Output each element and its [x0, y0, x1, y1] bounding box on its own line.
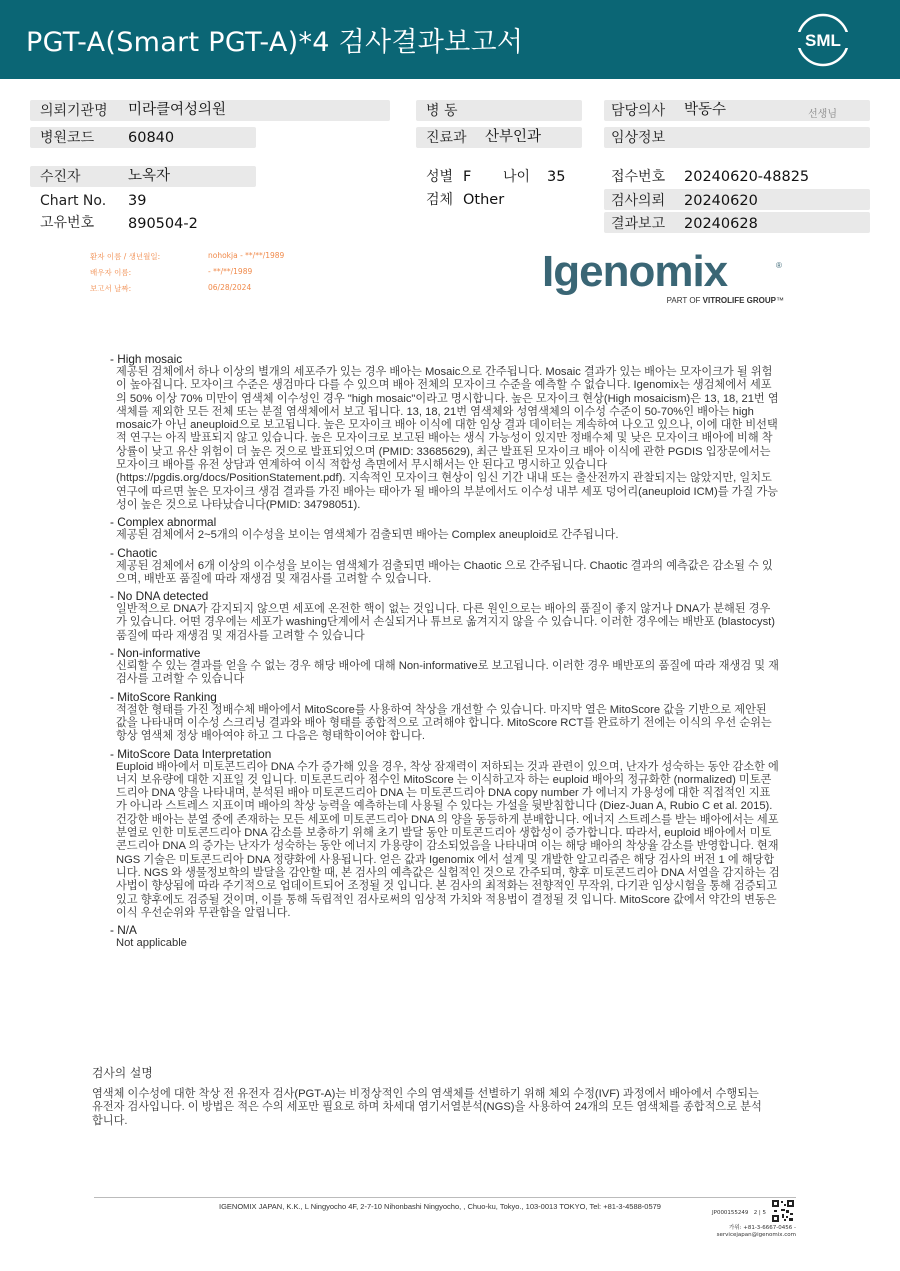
sex-value: F	[463, 169, 472, 185]
description-body: 염색체 이수성에 대한 착상 전 유전자 검사(PGT-A)는 비정상적인 수의 염색체를 선별하기 위해 체외 수정(IVF) 과정에서 배아에서 수행되는 유전자 검사입니다. 이 방법은 적은 수의 세포만 필요로 하며 차세대 염기서열분석(NGS)을 사용하여 24개의 모든 염색체를 종합적으로 분석합니다.	[92, 1088, 762, 1127]
footer-divider	[94, 1197, 796, 1198]
section-heading: - Non-informative	[110, 646, 201, 661]
specimen-value: Other	[463, 192, 505, 208]
section-heading: - Chaotic	[110, 545, 158, 560]
section-body: 일반적으로 DNA가 감지되지 않으면 세포에 온전한 핵이 없는 것입니다. 다른 원인으로는 배아의 품질이 좋지 않거나 DNA가 분해된 경우가 있습니다. 어떤 경우에는 세포가 washing단계에서 손실되거나 튜브로 옮겨지지 않을 수 있습니다. 이러한 경우에는 배반포 (blastocyst) 품질에 따라 재생검 및 재검사를 고려할 수 있습니다	[116, 603, 776, 642]
qr-code-icon	[772, 1200, 794, 1222]
clinical-label: 임상정보	[611, 130, 666, 146]
description-heading: 검사의 설명	[92, 1066, 153, 1080]
report-header	[0, 0, 900, 79]
report-value: 20240628	[684, 216, 758, 232]
meta-spouse-value: - **/**/1989	[208, 267, 253, 276]
institution-value: 미라클여성의원	[128, 102, 227, 118]
footer-fax: 가위: +81-3-6667-0456 -	[728, 1225, 796, 1231]
dept-value: 산부인과	[485, 129, 542, 145]
receipt-value: 20240620-48825	[684, 169, 810, 185]
chart-no-value: 39	[128, 193, 147, 209]
tagline-tm: ™	[776, 296, 784, 305]
section-heading: - N/A	[110, 923, 137, 938]
age-label: 나이	[503, 169, 531, 185]
igenomix-reg-mark: ®	[776, 261, 782, 270]
uid-label: 고유번호	[40, 215, 95, 231]
tagline-brand: VITROLIFE GROUP	[702, 296, 776, 305]
sml-logo-text: SML	[805, 31, 841, 50]
institution-label: 의뢰기관명	[40, 103, 108, 119]
section-heading: - MitoScore Data Interpretation	[110, 746, 272, 761]
patient-value: 노옥자	[128, 168, 171, 184]
specimen-label: 검체	[426, 192, 454, 208]
meta-date-label: 보고서 날짜:	[90, 284, 132, 293]
request-label: 검사의뢰	[611, 193, 666, 209]
footer-doc-code	[712, 1210, 766, 1216]
section-body: Not applicable	[116, 937, 187, 950]
result-interpretation-sections	[110, 350, 780, 953]
section-heading: - No DNA detected	[110, 589, 209, 604]
age-value: 35	[547, 169, 566, 185]
section-heading: - Complex abnormal	[110, 515, 217, 530]
doctor-suffix: 선생님	[808, 109, 837, 120]
section-body: 제공된 검체에서 6개 이상의 이수성을 보이는 염색체가 검출되면 배아는 Chaotic 으로 간주됩니다. Chaotic 결과의 예측값은 감소될 수 있으며, 배반포 품질에 따라 재생검 및 재검사를 고려할 수 있습니다.	[116, 559, 773, 585]
ward-label: 병 동	[426, 103, 458, 119]
tagline-prefix: PART OF	[666, 296, 703, 305]
uid-value: 890504-2	[128, 216, 198, 232]
hospital-code-label: 병원코드	[40, 130, 95, 146]
footer-doc-number: JP000155249	[712, 1210, 749, 1216]
doctor-label: 담당의사	[611, 103, 666, 119]
footer-contact	[712, 1225, 796, 1239]
igenomix-brand-text: Igenomix	[542, 248, 728, 296]
chart-no-label: Chart No.	[40, 193, 107, 209]
section-body: 신뢰할 수 있는 결과를 얻을 수 없는 경우 해당 배아에 대해 Non-informative로 보고됩니다. 이러한 경우 배반포의 품질에 따라 재생검 및 재검사를 고려할 수 있습니다	[116, 660, 779, 686]
receipt-label: 접수번호	[611, 169, 666, 185]
section-body: Euploid 배아에서 미토콘드리아 DNA 수가 증가해 있을 경우, 착상 잠재력이 저하되는 것과 관련이 있으며, 난자가 성숙하는 동안 감소한 에너지 보유량에 대한 지표일 것 입니다. 미토콘드리아 점수인 MitoScore 는 이식하고자 하는 euploid 배아의 정규화한 (normalized) 미토콘드리아 DNA 양을 나타내며, 분석된 배아 미토콘드리아 DNA 는 미토콘드리아 DNA copy number 가 에너지 가용성에 대한 직접적인 지표가 아니라 스트레스 지표이며 배아의 착상 능력을 예측하는데 사용될 수 있다는 가설을 뒷받침합니다 (Diez-Juan A, Rubio C et al. 2015). 건강한 배아는 분열 중에 존재하는 모든 세포에 미토콘드리아 DNA 의 양을 동등하게 분배합니다. 에너지 스트레스를 받는 배아에서는 세포 분열로 인한 미토콘드리아 DNA 감소를 보충하기 위해 초기 발달 동안 미토콘드리아 생합성이 증가합니다. 따라서, euploid 배아에서 미토콘드리아 DNA 의 증가는 난자가 성숙하는 동안 에너지 가용량이 감소되었음을 나타내며 이는 해당 배아의 착상율 감소를 반영합니다. 현재 NGS 기술은 미토콘드리아 DNA 정량화에 사용됩니다. 얻은 값과 Igenomix 에서 설계 및 개발한 알고리즘은 해당 검사의 버전 1 에 해당합니다. NGS 와 생물정보학의 발달을 감안할 때, 본 검사의 예측값은 실험적인 것으로 간주되며, 향후 미토콘드리아 DNA 서열을 감지하는 검사법이 향상됨에 따라 주기적으로 업데이트되어 조정될 것 입니다. 본 검사의 최적화는 전향적인 무작위, 다기관 임상시험을 통해 검증되고 있고 향후에도 검증될 것이며, 이를 통해 독립적인 검사로써의 임상적 가치와 적용법이 결정될 것 입니다. MitoScore 값에서 약간의 변동은 이식 우선순위와 무관함을 알립니다.	[116, 760, 780, 919]
meta-name-value: nohokja - **/**/1989	[208, 251, 285, 260]
section-body: 제공된 검체에서 하나 이상의 별개의 세포주가 있는 경우 배아는 Mosaic으로 간주됩니다. Mosaic 결과가 있는 배아는 모자이크가 될 위험이 높아집니다. 모자이크 수준은 생검마다 다를 수 있으며 배아 전체의 모자이크 수준을 예측할 수 없습니다. Igenomix는 생검체에서 세포의 50% 이상 70% 미만이 염색체 이수성인 경우 "high mosaic"이라고 명시합니다. 높은 모자이크 현상(High mosaicism)은 13, 18, 21번 염색체를 제외한 모든 전체 또는 분절 염색체에서 보고 됩니다. 13, 18, 21번 염색체와 성염색체의 이수성 수준이 50-70%인 배아는 high mosaic가 아닌 aneuploid으로 보고됩니다. 높은 모자이크 배아 이식에 대한 임상 결과 데이터는 계속하여 나오고 있으나, 이에 대한 비선택적 연구는 아직 발표되지 않고 있습니다. 높은 모자이크로 보고된 배아는 생식 가능성이 있지만 정배수체 및 낮은 모자이크 배아에 비해 착상률이 낮고 유산 위험이 더 높은 것으로 발표되었으며 (PMID: 33685629), 최근 발표된 모자이크 배아 이식에 관한 PGDIS 입장문에서는 모자이크 배아를 유전 상담과 연계하여 이식 적합성 측면에서 무시해서는 안 된다고 명시하고 있습니다 (https://pgdis.org/docs/PositionStatement.pdf). 지속적인 모자이크 현상이 임신 기간 내내 또는 출산전까지 관찰되지는 않았지만, 일치도 연구에 따르면 높은 모자이크 생검 결과를 가진 배아는 태아가 될 배아의 부분에서도 이수성 내부 세포 덩어리(aneuploid ICM)를 가질 가능성이 높은 것으로 나타났습니다(PMID: 34798051).	[116, 366, 779, 511]
section-body: 제공된 검체에서 2~5개의 이수성을 보이는 염색체가 검출되면 배아는 Complex aneuploid로 간주됩니다.	[116, 529, 619, 542]
report-title: PGT-A(Smart PGT-A)*4 검사결과보고서	[26, 27, 524, 58]
doctor-value: 박동수	[684, 102, 727, 118]
report-label: 결과보고	[611, 216, 666, 232]
footer-address: IGENOMIX JAPAN, K.K., L Ningyocho 4F, 2-7-10 Nihonbashi Ningyocho, , Chuo-ku, Tokyo., 103-0013 TOKYO, Tel: +81-3-4588-0579	[219, 1202, 661, 1211]
footer-page-number: 2 | 5	[753, 1210, 767, 1216]
request-value: 20240620	[684, 193, 758, 209]
section-heading: - High mosaic	[110, 352, 183, 366]
igenomix-logo	[540, 248, 790, 310]
igenomix-tagline	[667, 296, 784, 305]
meta-date-value: 06/28/2024	[208, 283, 252, 292]
sex-label: 성별	[426, 169, 454, 185]
patient-label: 수진자	[40, 169, 81, 185]
section-heading: - MitoScore Ranking	[110, 689, 217, 704]
sml-logo	[790, 12, 856, 68]
dept-label: 진료과	[426, 130, 467, 146]
hospital-code-value: 60840	[128, 130, 175, 146]
section-body: 적절한 형태를 가진 정배수체 배아에서 MitoScore를 사용하여 착상을 개선할 수 있습니다. 마지막 열은 MitoScore 값을 기반으로 제안된 값을 나타내며 이수성 스크리닝 결과와 배아 형태를 종합적으로 고려해야 합니다. MitoScore RCT를 완료하기 전에는 이식의 우선 순위는 항상 염색체 정상 배아여야 하고 그 다음은 형태학이어야 합니다.	[116, 703, 772, 743]
meta-spouse-label: 배우자 이름:	[90, 268, 132, 277]
footer-email[interactable]: servicejapan@igenomix.com	[716, 1232, 796, 1238]
meta-name-label: 환자 이름 / 생년월일:	[90, 252, 161, 261]
